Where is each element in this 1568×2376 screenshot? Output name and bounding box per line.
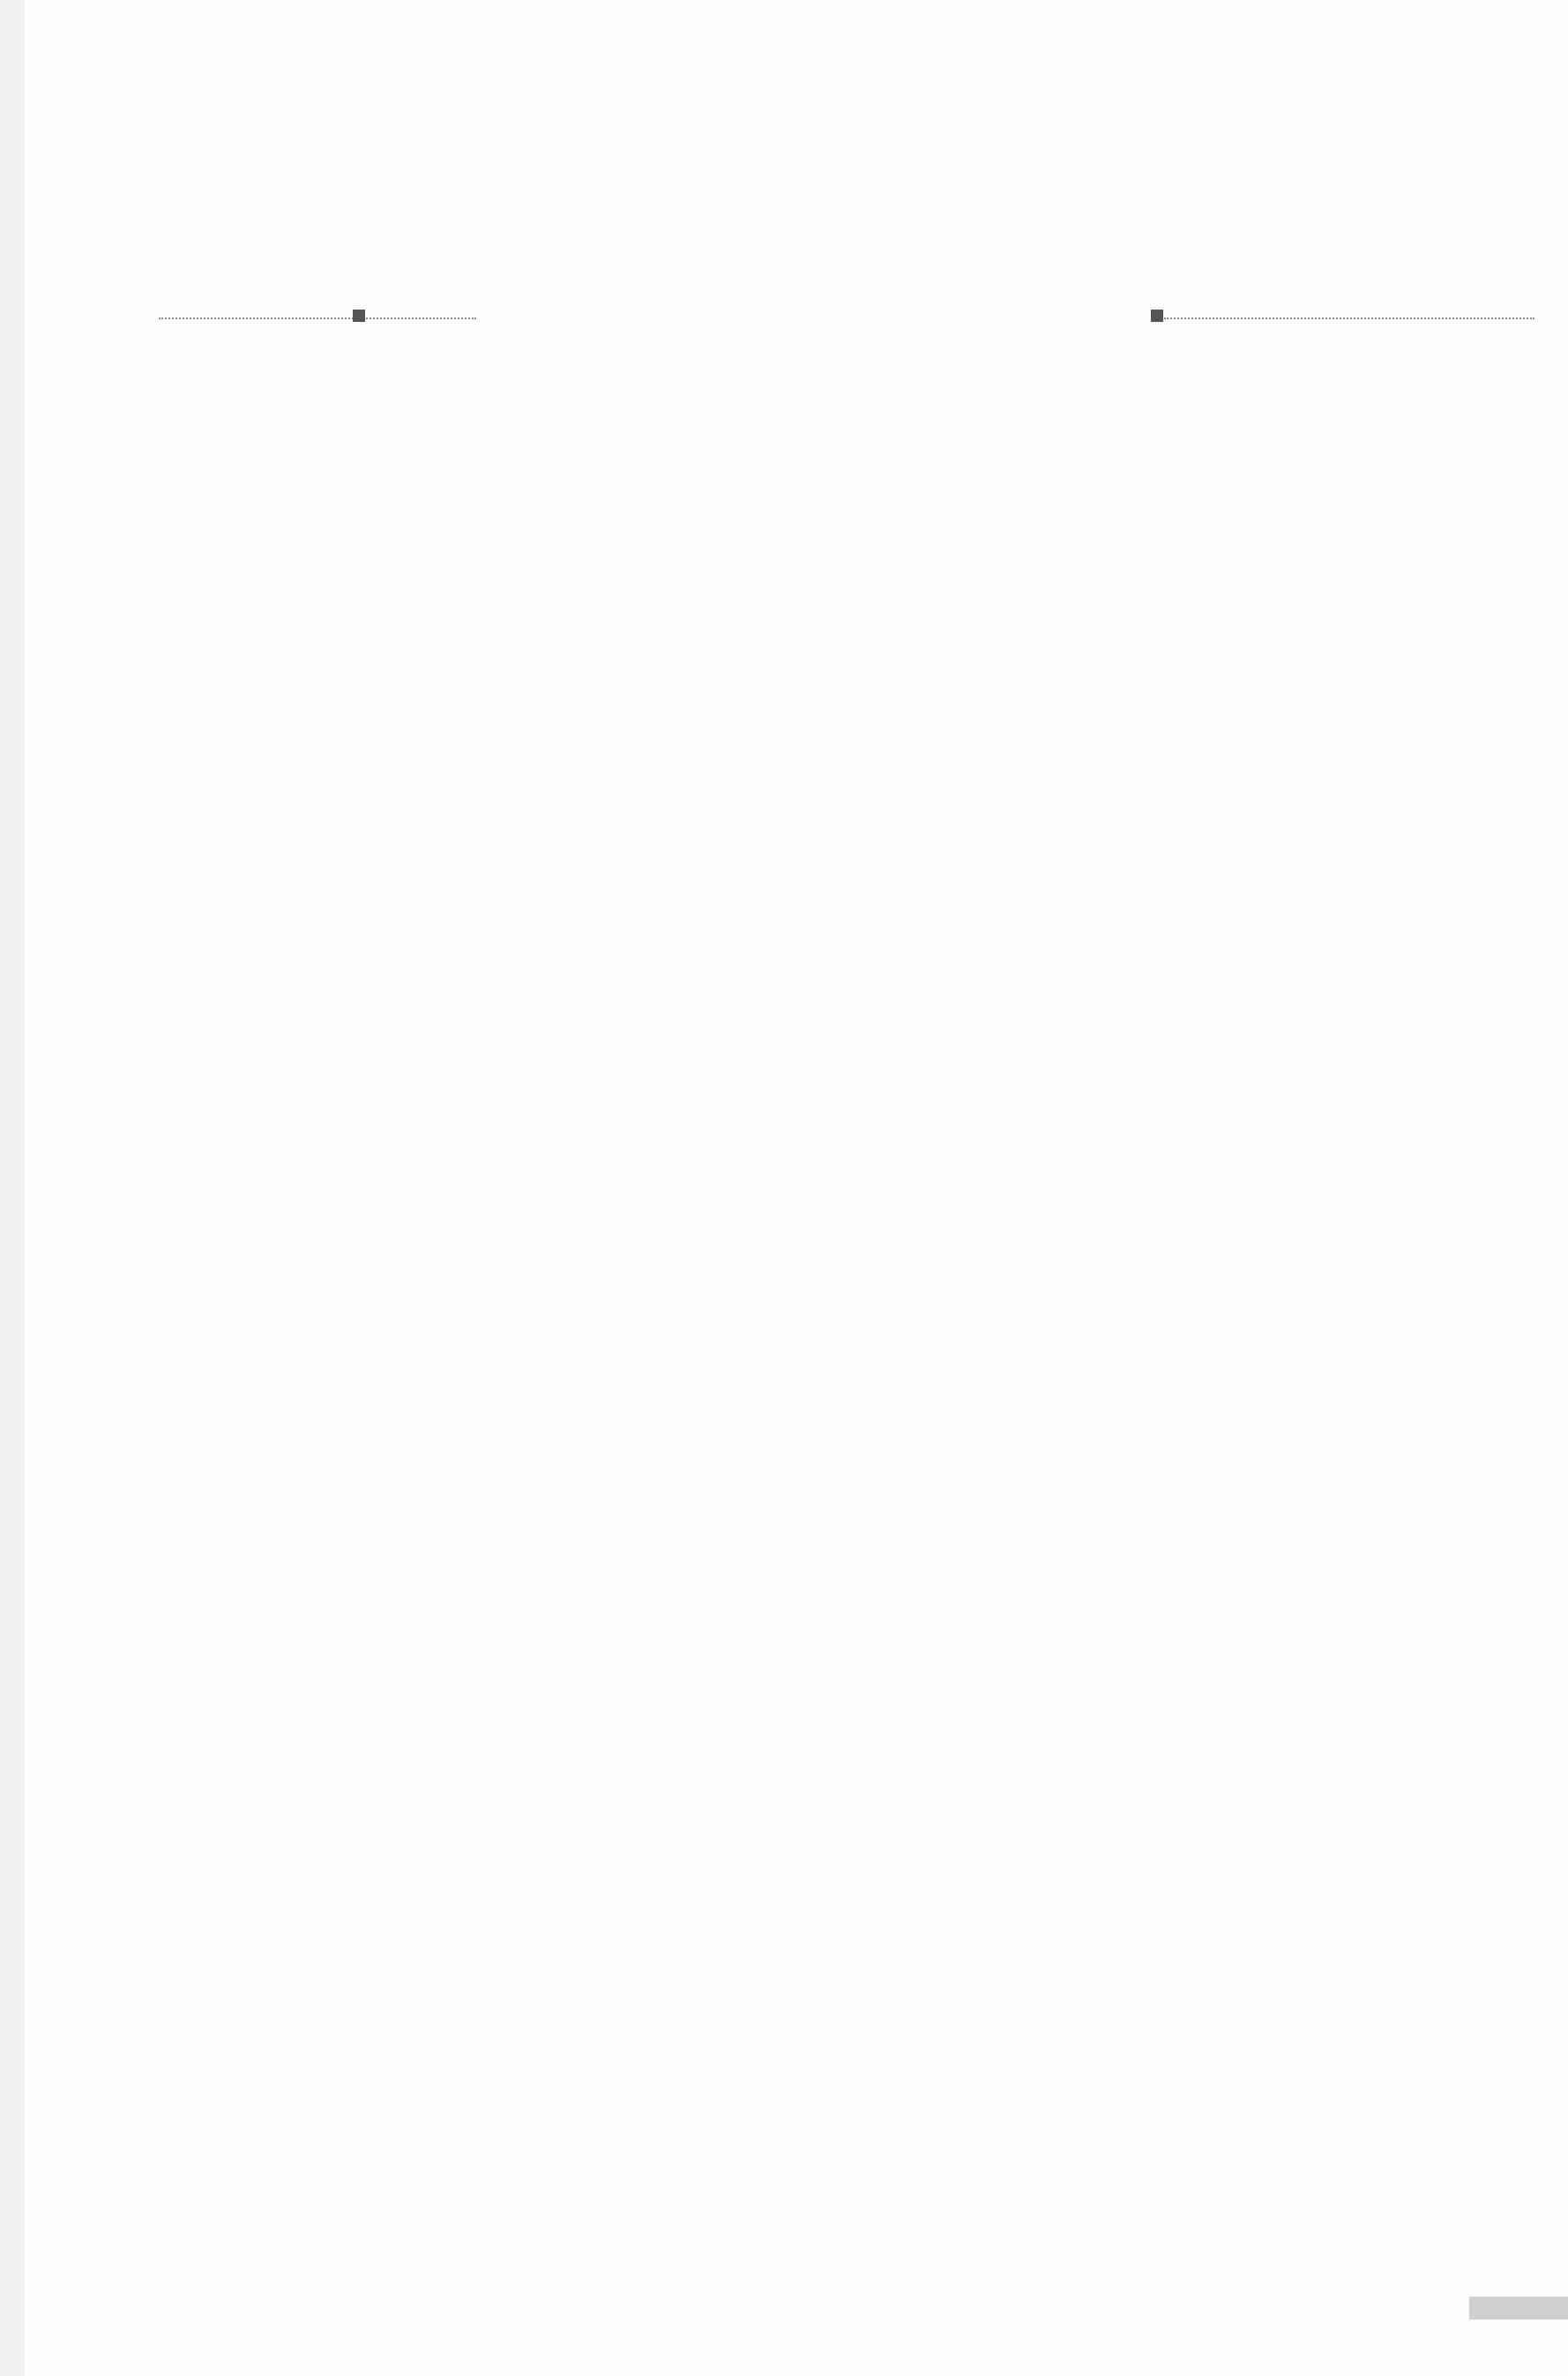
footer-bar xyxy=(1469,2297,1568,2320)
header-square-left xyxy=(353,310,365,322)
header-square-right xyxy=(1151,310,1163,322)
page-edge xyxy=(0,0,25,2376)
section-header xyxy=(132,280,1393,351)
header-line-left xyxy=(159,318,476,319)
header-line-right xyxy=(1164,318,1534,319)
